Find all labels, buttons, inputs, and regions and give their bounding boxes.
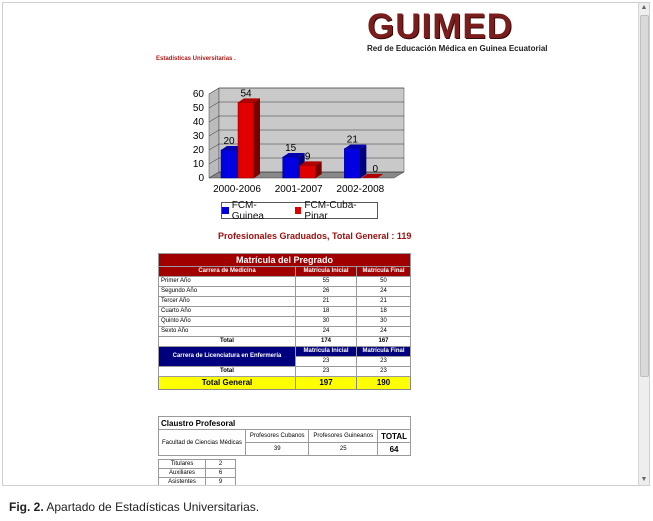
table-title: Matrícula del Pregrado	[159, 254, 411, 267]
cell-year: Primer Año	[159, 277, 296, 287]
claustro-header-row	[159, 430, 411, 443]
vertical-scrollbar[interactable]	[638, 3, 649, 485]
cell-final: 24	[357, 287, 411, 297]
table-title-row	[159, 254, 411, 267]
col-header: Matrícula Inicial	[296, 267, 357, 277]
bar	[344, 149, 360, 178]
categorias-table	[158, 459, 236, 486]
bar	[238, 102, 254, 178]
section-title: Estadísticas Universitarias .	[156, 56, 236, 62]
y-tick-label: 40	[192, 117, 204, 128]
facultad-label: Facultad de Ciencias Médicas	[159, 430, 246, 456]
enfermeria-col-header: Matrícula Final	[357, 347, 411, 357]
enfermeria-final: 23	[357, 357, 411, 367]
enfermeria-total-inicial: 23	[296, 367, 357, 377]
cell-final: 50	[357, 277, 411, 287]
cell-year: Sexto Año	[159, 327, 296, 337]
bar	[300, 165, 316, 178]
cat-value: 2	[206, 460, 236, 469]
enfermeria-total-row	[159, 367, 411, 377]
y-tick-label: 20	[192, 145, 204, 156]
cat-label: Titulares	[159, 460, 206, 469]
bar-value-label: 15	[285, 143, 297, 154]
table-row	[159, 307, 411, 317]
total-general-label: Total General	[159, 377, 296, 390]
legend-label: FCM-Guinea	[231, 199, 264, 222]
guimed-logo	[367, 7, 548, 57]
bar-value-label: 9	[304, 151, 311, 163]
table-row	[159, 469, 236, 478]
claustro-title: Claustro Profesoral	[159, 417, 411, 430]
legend-label: FCM-Cuba-Pinar	[304, 199, 357, 222]
legend-item-cuba	[295, 200, 377, 222]
cell-inicial: 55	[296, 277, 357, 287]
bar-value-label: 21	[346, 134, 358, 146]
col-header: Profesores Guineanos	[309, 430, 378, 443]
col-header: Matrícula Final	[357, 267, 411, 277]
caption-text: Apartado de Estadísticas Universitarias.	[43, 500, 260, 514]
table-row	[159, 297, 411, 307]
table-row	[159, 277, 411, 287]
total-inicial: 174	[296, 337, 357, 347]
logo-subtitle: Red de Educación Médica en Guinea Ecuatorial	[367, 44, 548, 53]
enfermeria-inicial: 23	[296, 357, 357, 367]
cubanos-value: 39	[246, 443, 309, 456]
y-tick-label: 50	[192, 103, 204, 114]
scroll-thumb[interactable]	[640, 15, 649, 377]
cell-final: 30	[357, 317, 411, 327]
enfermeria-label: Carrera de Licenciatura en Enfermería	[159, 347, 296, 367]
total-row	[159, 337, 411, 347]
y-tick-label: 0	[198, 173, 204, 184]
x-tick-label: 2001-2007	[274, 184, 323, 195]
col-header-total: TOTAL	[378, 430, 411, 443]
bar	[283, 157, 299, 178]
bar-value-label: 20	[223, 136, 235, 147]
table-row	[159, 327, 411, 337]
cell-inicial: 21	[296, 297, 357, 307]
col-header: Profesores Cubanos	[246, 430, 309, 443]
total-general-row	[159, 377, 411, 390]
cat-label: Auxiliares	[159, 469, 206, 478]
cell-inicial: 30	[296, 317, 357, 327]
y-tick-label: 10	[192, 159, 204, 170]
chart-legend	[221, 199, 378, 222]
cell-inicial: 18	[296, 307, 357, 317]
total-general-final: 190	[357, 377, 411, 390]
claustro-table	[158, 416, 411, 456]
pregrado-table	[158, 253, 411, 390]
x-tick-label: 2000-2006	[213, 184, 261, 195]
enfermeria-col-header: Matrícula Inicial	[296, 347, 357, 357]
scroll-down-arrow-icon[interactable]: ▼	[640, 476, 648, 483]
graduados-total: Profesionales Graduados, Total General : 119	[218, 231, 412, 241]
legend-swatch-red	[295, 207, 302, 214]
total-general-inicial: 197	[296, 377, 357, 390]
legend-item-guinea	[222, 200, 287, 222]
bar-value-label: 54	[240, 88, 252, 100]
cell-final: 21	[357, 297, 411, 307]
y-tick-label: 30	[192, 131, 204, 142]
cell-final: 24	[357, 327, 411, 337]
table-header-row	[159, 267, 411, 277]
logo-title: GUIMED	[367, 7, 513, 46]
legend-swatch-blue	[222, 207, 229, 214]
cell-year: Cuarto Año	[159, 307, 296, 317]
bar-side	[360, 145, 366, 178]
scroll-up-arrow-icon[interactable]: ▲	[640, 4, 648, 11]
table-row	[159, 478, 236, 487]
caption-label: Fig. 2.	[9, 500, 44, 514]
enfermeria-total-label: Total	[159, 367, 296, 377]
cell-inicial: 26	[296, 287, 357, 297]
page-viewport	[2, 2, 650, 486]
figure-caption	[9, 500, 259, 514]
cell-year: Quinto Año	[159, 317, 296, 327]
table-row	[159, 460, 236, 469]
cell-inicial: 24	[296, 327, 357, 337]
total-label: Total	[159, 337, 296, 347]
cat-value: 6	[206, 469, 236, 478]
x-tick-label: 2002-2008	[336, 184, 385, 195]
cat-label: Asistentes	[159, 478, 206, 487]
enfermeria-total-final: 23	[357, 367, 411, 377]
cell-year: Tercer Año	[159, 297, 296, 307]
cell-year: Segundo Año	[159, 287, 296, 297]
guineanos-value: 25	[309, 443, 378, 456]
cell-final: 18	[357, 307, 411, 317]
bar-side	[254, 98, 260, 178]
total-value: 64	[378, 443, 411, 456]
enfermeria-header-row	[159, 347, 411, 357]
bar-value-label: 0	[372, 164, 379, 175]
total-final: 167	[357, 337, 411, 347]
table-row	[159, 287, 411, 297]
y-tick-label: 60	[192, 89, 204, 100]
table-row	[159, 317, 411, 327]
cat-value: 9	[206, 478, 236, 487]
enrollment-bar-chart	[183, 79, 423, 197]
bar	[221, 150, 237, 178]
col-header: Carrera de Medicina	[159, 267, 296, 277]
claustro-title-row	[159, 417, 411, 430]
